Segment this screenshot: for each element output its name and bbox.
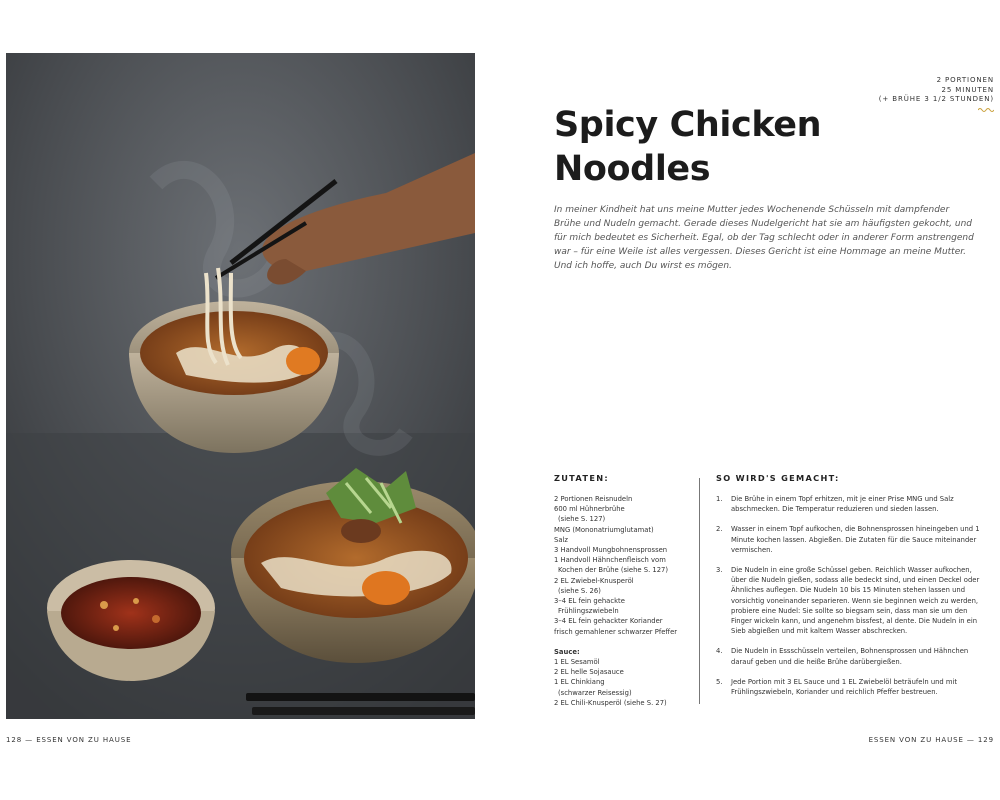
page-number-left: 128 — ESSEN VON ZU HAUSE bbox=[6, 736, 132, 744]
sauce-item: 1 EL Sesamöl bbox=[554, 658, 600, 667]
step-text: Wasser in einem Topf aufkochen, die Bohnensprossen hineingeben und 1 Minute kochen lassen. Abgießen. Die Zutaten für die Sauce miteinander vermischen. bbox=[731, 525, 980, 554]
step-text: Jede Portion mit 3 EL Sauce und 1 EL Zwiebelöl beträufeln und mit Frühlingszwiebeln, Koriander und reichlich Pfeffer bestreuen. bbox=[731, 677, 958, 697]
method-step bbox=[716, 677, 980, 697]
ingredient-item: (siehe S. 127) bbox=[558, 515, 606, 524]
time-label: 25 MINUTEN bbox=[941, 85, 994, 94]
column-divider bbox=[699, 478, 700, 704]
ingredient-item: (siehe S. 26) bbox=[558, 586, 601, 595]
step-number: 4. bbox=[716, 647, 723, 656]
method-heading: SO WIRD'S GEMACHT: bbox=[716, 473, 840, 483]
method-steps bbox=[716, 494, 980, 707]
step-number: 2. bbox=[716, 525, 723, 534]
ingredients-list bbox=[554, 494, 694, 708]
noodle-soup-photo-icon bbox=[6, 53, 475, 719]
method-step bbox=[716, 494, 980, 514]
step-text: Die Nudeln in eine große Schüssel geben. Reichlich Wasser aufkochen, über die Nudeln gießen, sodass alle bedeckt sind, und einen Deckel oder Ähnliches auflegen. Die Nudeln 10 bis 15 Minuten stehen lassen und vorsichtig voneinander separieren. Wenn sie beginnen weich zu werden, probiere eine Nudel: Sie sollte so biegsam sein, dass man sie um den Finger wickeln kann, und angenehm bissfest, al dente. Die Nudeln in ein Sieb abgießen und mit kaltem Wasser abschrecken. bbox=[731, 566, 980, 636]
ingredients-heading: ZUTATEN: bbox=[554, 473, 609, 483]
recipe-meta bbox=[879, 76, 994, 112]
sauce-item: 1 EL Chinkiang bbox=[554, 678, 605, 687]
step-number: 3. bbox=[716, 566, 723, 575]
ingredient-item: 2 Portionen Reisnudeln bbox=[554, 495, 633, 503]
sauce-item: 2 EL Chili-Knusperöl (siehe S. 27) bbox=[554, 698, 667, 707]
ingredient-item: 600 ml Hühnerbrühe bbox=[554, 505, 625, 514]
ingredient-item: 1 Handvoll Hähnchenfleisch vom bbox=[554, 556, 666, 565]
step-text: Die Nudeln in Essschüsseln verteilen, Bohnensprossen und Hähnchen darauf geben und die heiße Brühe darübergießen. bbox=[731, 647, 969, 666]
ingredient-item: Kochen der Brühe (siehe S. 127) bbox=[558, 566, 669, 575]
ingredient-item: 3–4 EL fein gehackte bbox=[554, 597, 625, 606]
title-line-2: Noodles bbox=[554, 149, 711, 189]
method-step bbox=[716, 646, 980, 666]
sauce-heading: Sauce: bbox=[554, 647, 580, 656]
ingredient-item: Salz bbox=[554, 535, 568, 544]
title-line-1: Spicy Chicken bbox=[554, 105, 822, 145]
sauce-item: 2 EL helle Sojasauce bbox=[554, 668, 624, 677]
ingredient-item: 2 EL Zwiebel-Knusperöl bbox=[554, 576, 634, 585]
method-step bbox=[716, 565, 980, 636]
recipe-intro: In meiner Kindheit hat uns meine Mutter jedes Wochenende Schüsseln mit dampfender Brühe und Nudeln gemacht. Gerade dieses Nudelgericht hat sie am häufigsten gekocht, und für mich bedeutet es Sicherheit. Egal, ob der Tag schlecht oder in anderer Form anstrengend war – für eine Weile ist alles vergessen. Dieses Gericht ist eine Hommage an meine Mutter. Und ich hoffe, auch Du wirst es mögen. bbox=[554, 205, 974, 271]
recipe-title bbox=[554, 103, 894, 191]
step-text: Die Brühe in einem Topf erhitzen, mit je einer Prise MNG und Salz abschmecken. Die Temperatur reduzieren und sieden lassen. bbox=[731, 495, 954, 514]
ingredient-item: MNG (Mononatriumglutamat) bbox=[554, 525, 654, 534]
method-step bbox=[716, 524, 980, 555]
ingredient-item: 3 Handvoll Mungbohnensprossen bbox=[554, 546, 668, 555]
portions-label: 2 PORTIONEN bbox=[936, 76, 994, 84]
page-number-right: ESSEN VON ZU HAUSE — 129 bbox=[868, 736, 994, 744]
step-number: 5. bbox=[716, 677, 723, 686]
ingredient-item: 3–4 EL fein gehackter Koriander bbox=[554, 617, 663, 626]
ingredient-item: Frühlingszwiebeln bbox=[558, 607, 619, 616]
step-number: 1. bbox=[716, 495, 723, 503]
recipe-photo bbox=[6, 53, 475, 719]
wave-ornament-icon bbox=[978, 107, 994, 112]
extra-time-label: (+ BRÜHE 3 1/2 STUNDEN) bbox=[878, 95, 994, 103]
ingredient-item: frisch gemahlener schwarzer Pfeffer bbox=[554, 627, 678, 636]
sauce-item: (schwarzer Reisessig) bbox=[558, 688, 632, 697]
